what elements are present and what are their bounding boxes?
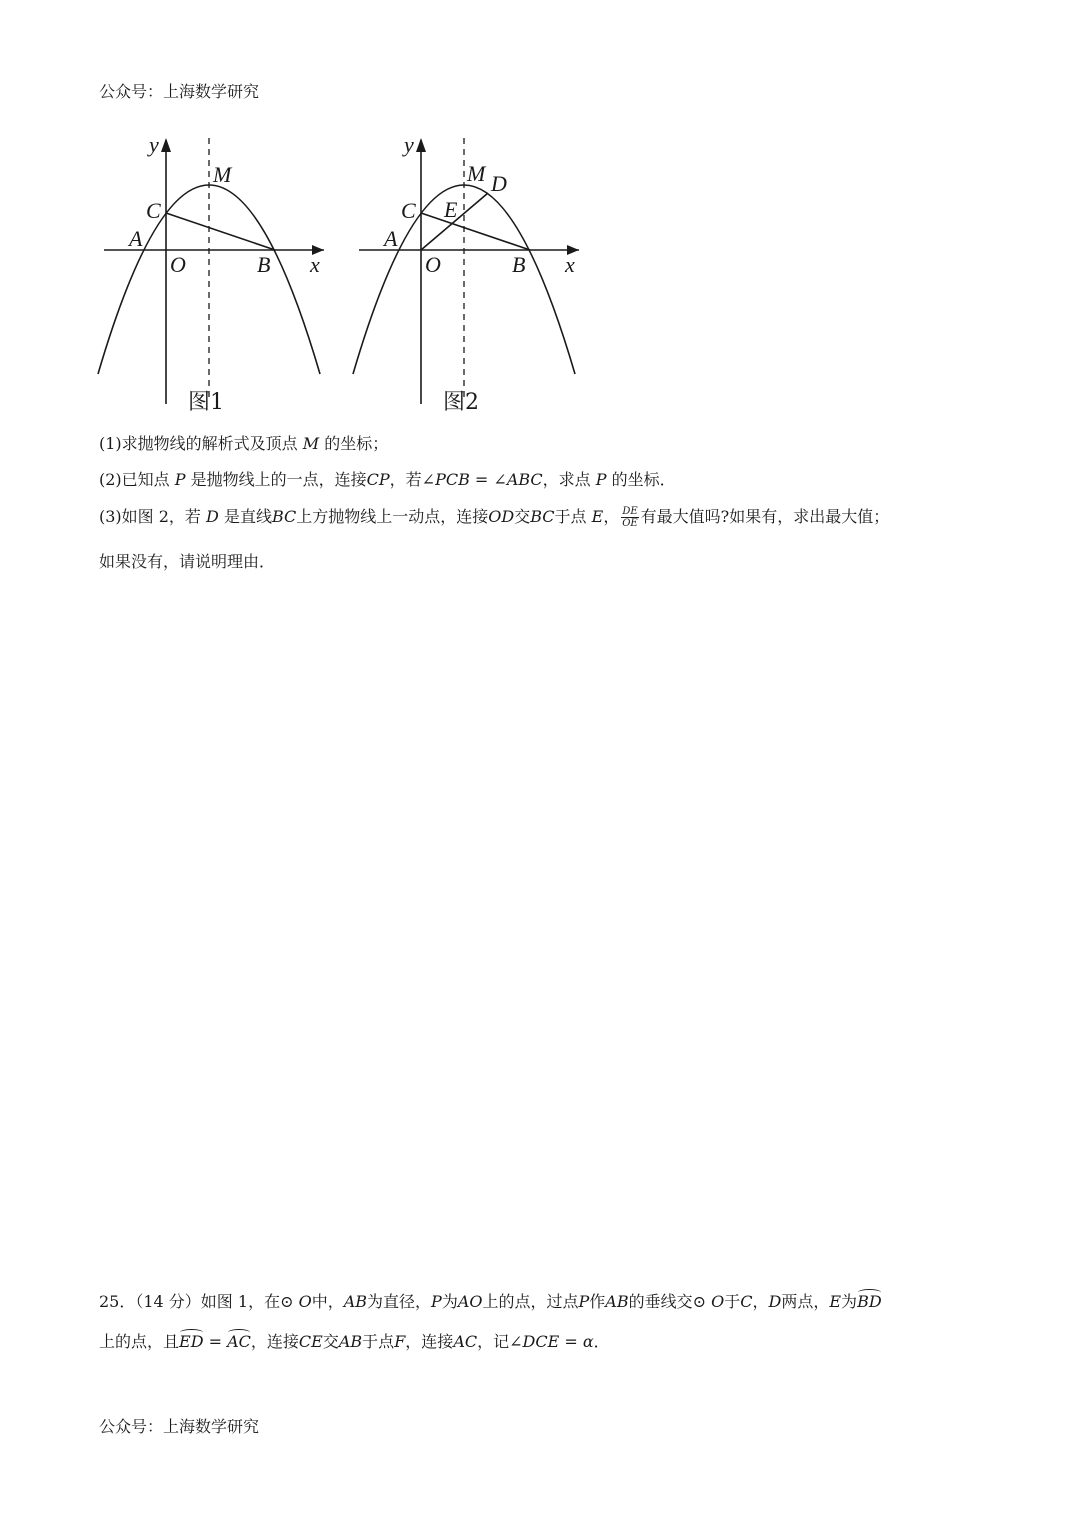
question-25-line-1: 25．（14 分）如图 1，在⊙ O中，AB为直径，P为AO上的点，过点P作AB的垂线交⊙ O于C，D两点，E为BD [99,1292,882,1311]
fraction-de-oe: $\frac{DE}{OE}$ [622,506,638,529]
label-b: B [512,252,526,277]
question-3: (3)如图 2，若 D 是直线BC上方抛物线上一动点，连接OD交BC于点 E， $\frac{DE}{OE}$ 有最大值吗?如果有，求出最大值； [99,506,890,529]
label-x: x [310,252,320,277]
label-c: C [401,198,416,223]
segment-cb [166,213,275,250]
figure-1-caption: 图1 [188,390,224,415]
question-25-line-2: 上的点，且ED = AC，连接CE交AB于点F，连接AC，记∠DCE = α． [99,1332,610,1351]
label-a: A [384,226,398,251]
arc-ac: AC [227,1332,251,1351]
label-c: C [146,198,161,223]
arc-ed: ED [179,1332,204,1351]
page-footer: 公众号：上海数学研究 [99,1417,260,1436]
label-a: A [129,226,143,251]
arc-bd: BD [857,1292,882,1311]
figure-1 [92,132,332,417]
figure-2-caption: 图2 [443,390,479,415]
page-header: 公众号：上海数学研究 [99,82,260,101]
label-y: y [149,132,159,157]
y-axis-arrow [416,138,426,152]
label-m: M [467,161,486,186]
segment-cb [421,213,530,250]
y-axis-arrow [161,138,171,152]
label-b: B [257,252,271,277]
label-y: y [404,132,414,157]
label-e: E [444,197,458,222]
label-d: D [491,171,507,196]
question-3-line-2: 如果没有，请说明理由． [99,552,276,571]
question-2: (2)已知点 P 是抛物线上的一点，连接CP，若∠PCB = ∠ABC，求点 P 的坐标． [99,470,676,489]
label-m: M [213,162,232,187]
figure-2 [347,132,587,417]
label-o: O [170,252,186,277]
parabola [98,185,320,374]
label-x: x [565,252,575,277]
question-1: (1)求抛物线的解析式及顶点 M 的坐标； [99,434,389,453]
label-o: O [425,252,441,277]
